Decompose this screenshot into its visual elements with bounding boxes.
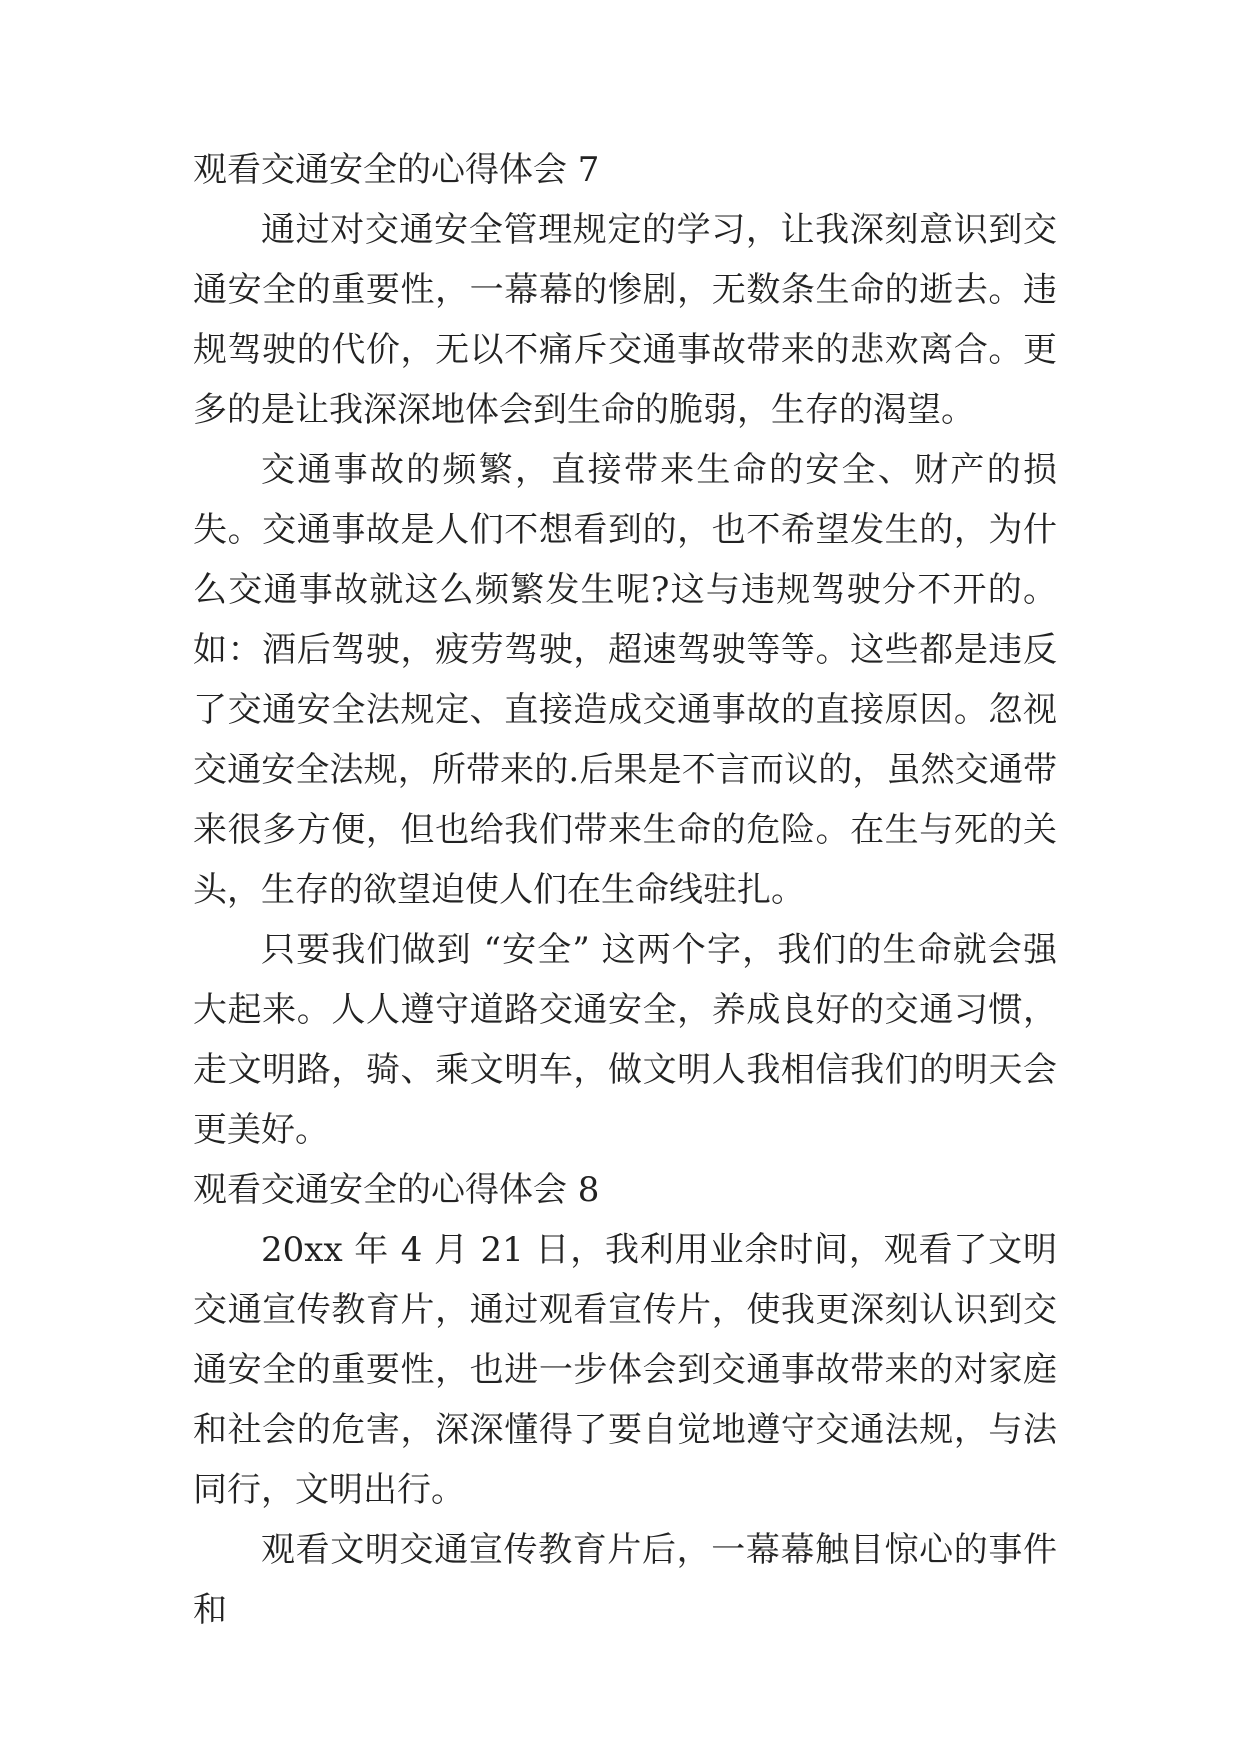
section-8 <box>193 1160 1057 1640</box>
paragraph: 交通事故的频繁，直接带来生命的安全、财产的损失。交通事故是人们不想看到的，也不希望发生的，为什么交通事故就这么频繁发生呢?这与违规驾驶分不开的。如：酒后驾驶，疲劳驾驶，超速驾驶等等。这些都是违反了交通安全法规定、直接造成交通事故的直接原因。忽视交通安全法规，所带来的.后果是不言而议的，虽然交通带来很多方便，但也给我们带来生命的危险。在生与死的关头，生存的欲望迫使人们在生命线驻扎。 <box>193 450 1057 910</box>
section-heading: 观看交通安全的心得体会 7 <box>193 150 600 190</box>
paragraph: 20xx 年 4 月 21 日，我利用业余时间，观看了文明交通宣传教育片，通过观看宣传片，使我更深刻认识到交通安全的重要性，也进一步体会到交通事故带来的对家庭和社会的危害，深深懂得了要自觉地遵守交通法规，与法同行，文明出行。 <box>193 1230 1057 1510</box>
paragraph: 只要我们做到 “安全” 这两个字，我们的生命就会强大起来。人人遵守道路交通安全，养成良好的交通习惯，走文明路，骑、乘文明车，做文明人我相信我们的明天会更美好。 <box>193 930 1057 1150</box>
section-7 <box>193 140 1057 1160</box>
paragraph: 观看文明交通宣传教育片后，一幕幕触目惊心的事件和 <box>193 1530 1057 1630</box>
section-heading: 观看交通安全的心得体会 8 <box>193 1170 600 1210</box>
paragraph: 通过对交通安全管理规定的学习，让我深刻意识到交通安全的重要性，一幕幕的惨剧，无数条生命的逝去。违规驾驶的代价，无以不痛斥交通事故带来的悲欢离合。更多的是让我深深地体会到生命的脆弱，生存的渴望。 <box>193 210 1057 430</box>
document-page <box>193 140 1057 1640</box>
